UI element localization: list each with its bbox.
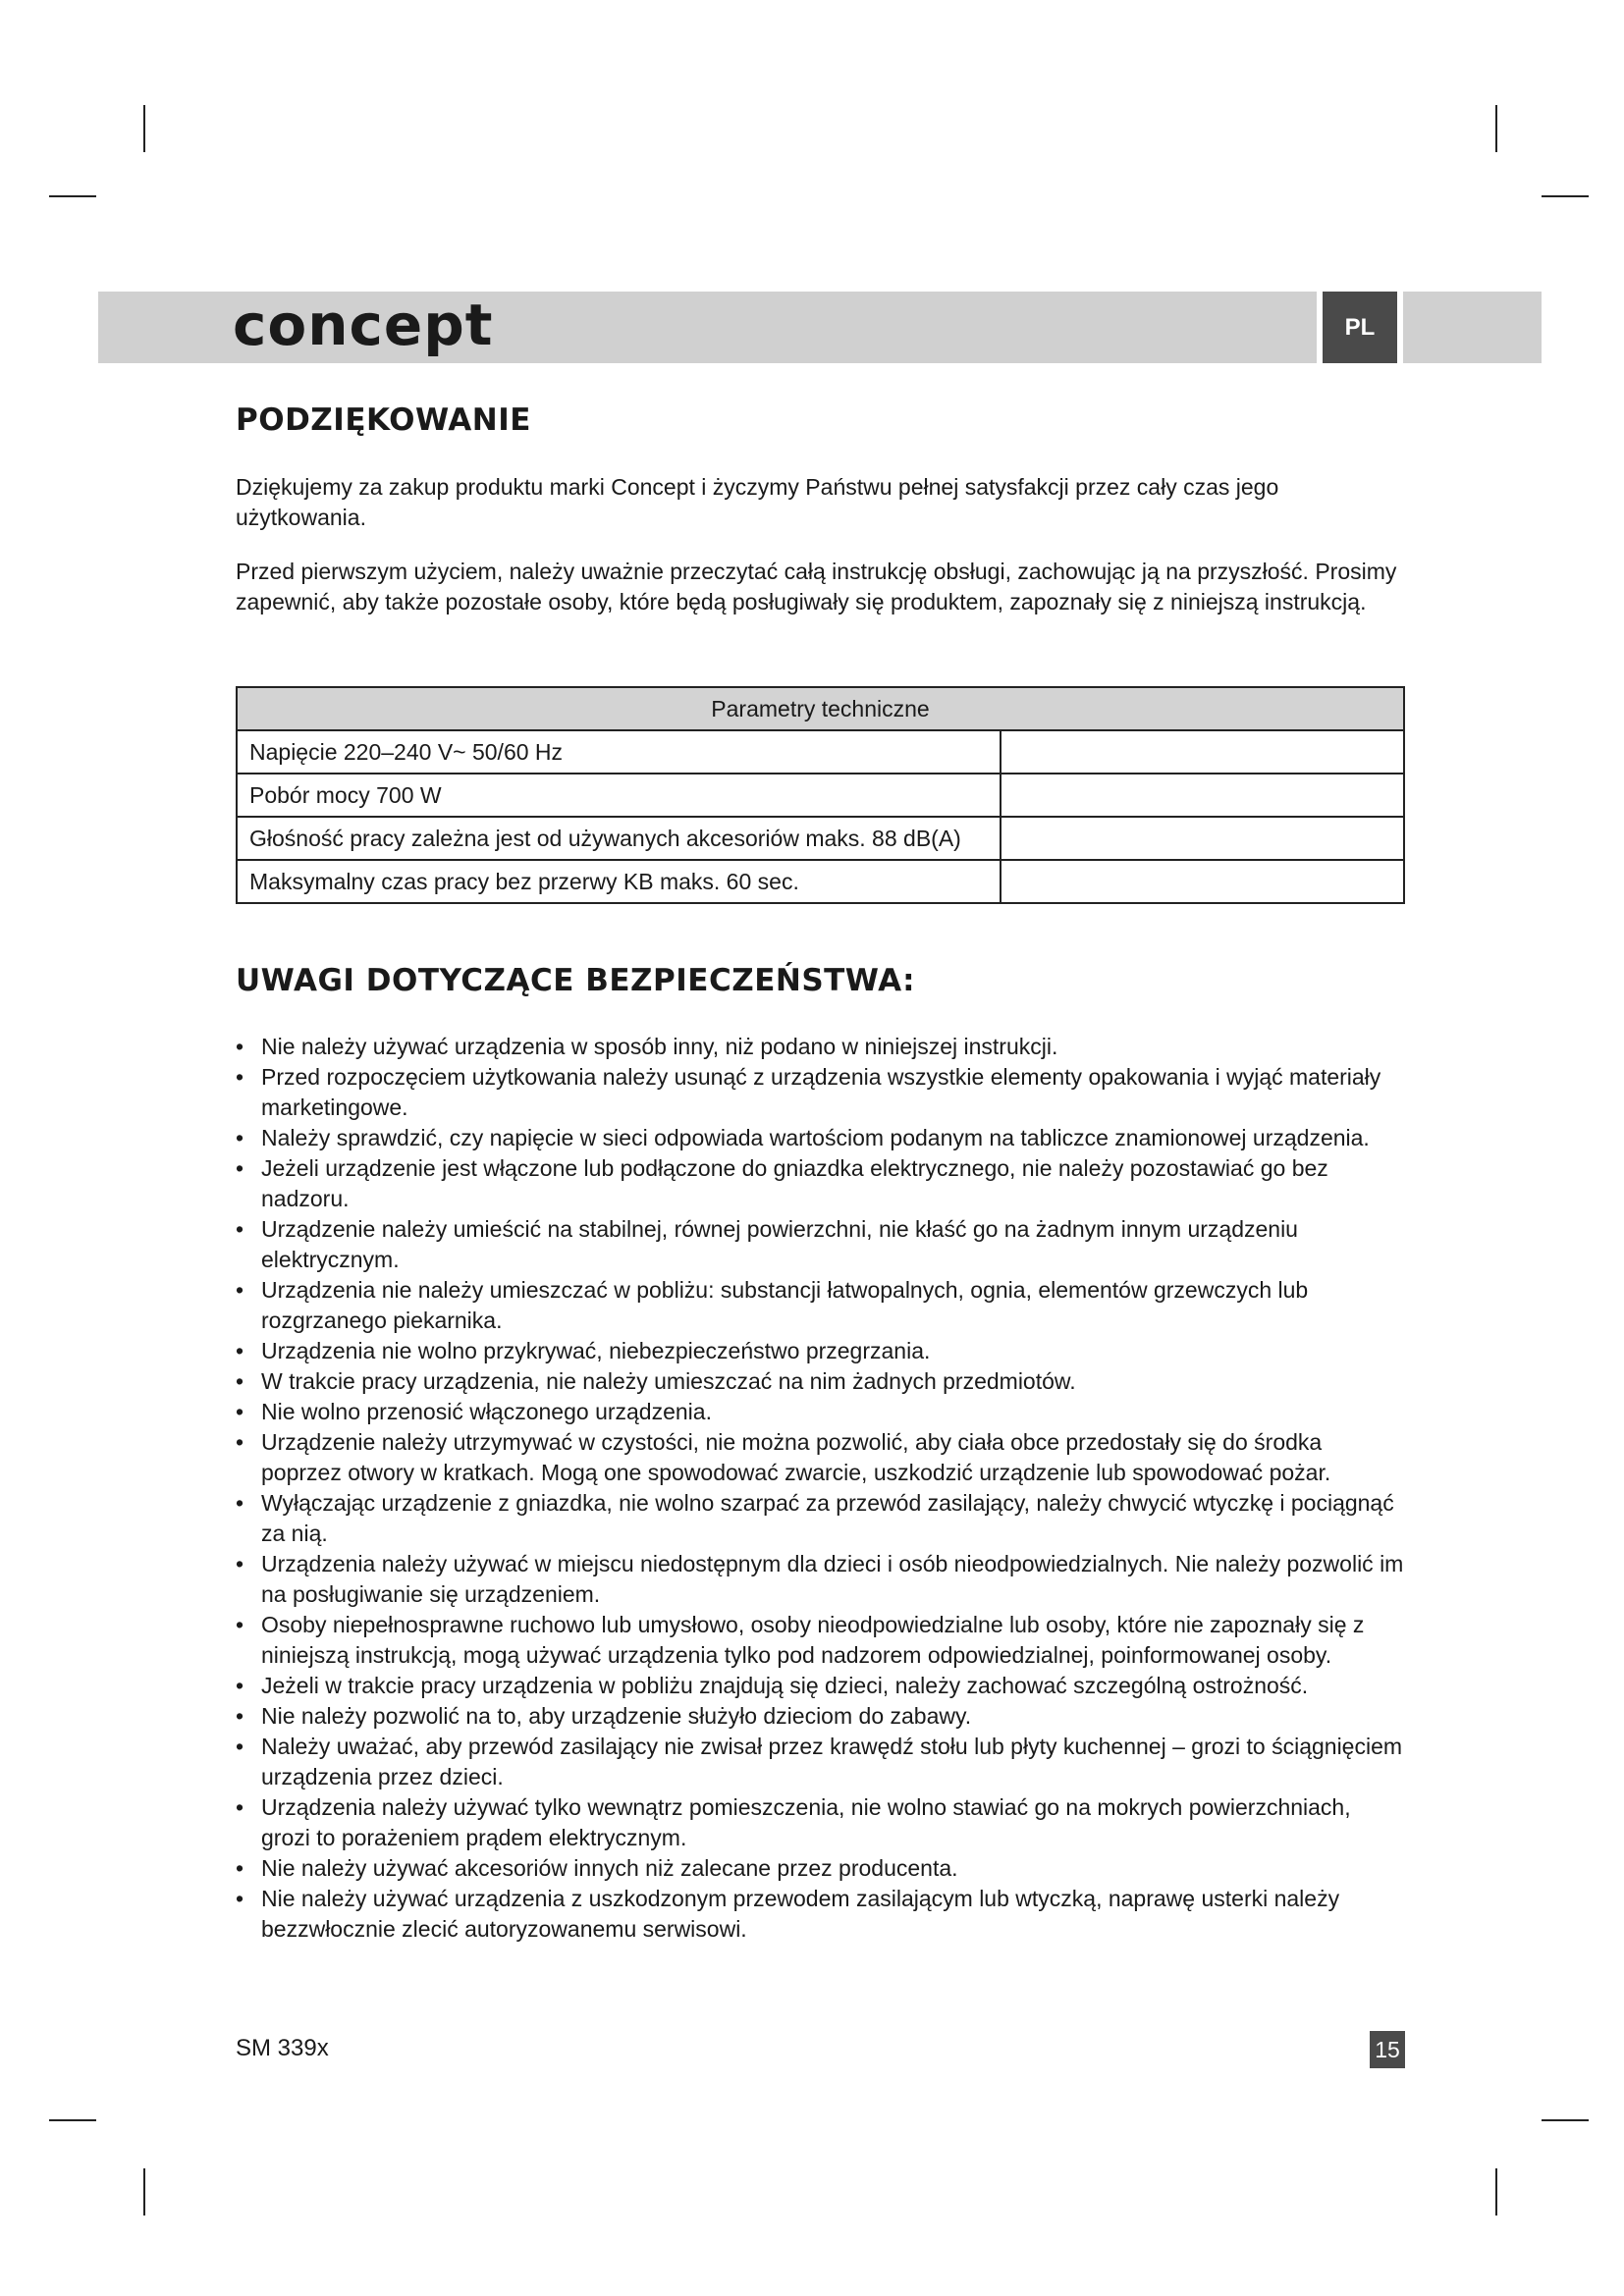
list-item: • Jeżeli urządzenie jest włączone lub podłączone do gniazdka elektrycznego, nie należy pozostawiać go bez nadzoru. xyxy=(236,1153,1404,1214)
crop-mark xyxy=(1542,2119,1589,2121)
crop-mark xyxy=(143,2168,145,2216)
page-number: 15 xyxy=(1370,2031,1405,2068)
list-item: • W trakcie pracy urządzenia, nie należy umieszczać na nim żadnych przedmiotów. xyxy=(236,1366,1404,1397)
crop-mark xyxy=(49,195,96,197)
table-row xyxy=(237,860,1404,903)
list-item: • Urządzenia należy używać tylko wewnątrz pomieszczenia, nie wolno stawiać go na mokrych powierzchniach, grozi to porażeniem prądem elektrycznym. xyxy=(236,1792,1404,1853)
header-divider xyxy=(1397,292,1403,363)
list-item: • Nie wolno przenosić włączonego urządzenia. xyxy=(236,1397,1404,1427)
safety-heading-block xyxy=(236,963,1404,998)
list-item: • Należy uważać, aby przewód zasilający nie zwisał przez krawędź stołu lub płyty kuchennej – grozi to ściągnięciem urządzenia przez dzieci. xyxy=(236,1732,1404,1792)
list-item: • Jeżeli w trakcie pracy urządzenia w pobliżu znajdują się dzieci, należy zachować szczególną ostrożność. xyxy=(236,1671,1404,1701)
list-item: • Należy sprawdzić, czy napięcie w sieci odpowiada wartościom podanym na tabliczce znamionowej urządzenia. xyxy=(236,1123,1404,1153)
spec-label: Napięcie 220–240 V~ 50/60 Hz xyxy=(237,730,1001,774)
safety-heading: UWAGI DOTYCZĄCE BEZPIECZEŃSTWA: xyxy=(236,963,916,998)
language-badge: PL xyxy=(1323,292,1397,363)
crop-mark xyxy=(49,2119,96,2121)
list-item: • Nie należy używać urządzenia z uszkodzonym przewodem zasilającym lub wtyczką, naprawę usterki należy bezzwłocznie zlecić autoryzowanemu serwisowi. xyxy=(236,1884,1404,1945)
list-item: • Urządzenia należy używać w miejscu niedostępnym dla dzieci i osób nieodpowiedzialnych. Nie należy pozwolić im na posługiwanie się urządzeniem. xyxy=(236,1549,1404,1610)
safety-list xyxy=(236,1032,1404,1945)
table-row xyxy=(237,774,1404,817)
list-item: • Przed rozpoczęciem użytkowania należy usunąć z urządzenia wszystkie elementy opakowania i wyjąć materiały marketingowe. xyxy=(236,1062,1404,1123)
thanks-paragraph-2-block xyxy=(236,557,1404,617)
spec-label: Pobór mocy 700 W xyxy=(237,774,1001,817)
table-row xyxy=(237,730,1404,774)
spec-value xyxy=(1001,860,1404,903)
spec-value xyxy=(1001,774,1404,817)
brand-logo: concept xyxy=(233,292,494,358)
spec-table xyxy=(236,686,1405,904)
thanks-heading-block xyxy=(236,402,1404,438)
model-number: SM 339x xyxy=(236,2035,329,2061)
spec-table-header: Parametry techniczne xyxy=(237,687,1404,730)
spec-label: Głośność pracy zależna jest od używanych akcesoriów maks. 88 dB(A) xyxy=(237,817,1001,860)
thanks-paragraph-1-block xyxy=(236,472,1404,533)
list-item: • Urządzenie należy utrzymywać w czystości, nie można pozwolić, aby ciała obce przedostały się do środka poprzez otwory w kratkach. Mogą one spowodować zwarcie, uszkodzić urządzenie lub spowodować pożar. xyxy=(236,1427,1404,1488)
crop-mark xyxy=(1542,195,1589,197)
list-item: • Urządzenia nie należy umieszczać w pobliżu: substancji łatwopalnych, ognia, elementów grzewczych lub rozgrzanego piekarnika. xyxy=(236,1275,1404,1336)
table-row xyxy=(237,817,1404,860)
list-item: • Wyłączając urządzenie z gniazdka, nie wolno szarpać za przewód zasilający, należy chwycić wtyczkę i pociągnąć za nią. xyxy=(236,1488,1404,1549)
spec-value xyxy=(1001,817,1404,860)
list-item: • Urządzenie należy umieścić na stabilnej, równej powierzchni, nie kłaść go na żadnym innym urządzeniu elektrycznym. xyxy=(236,1214,1404,1275)
safety-list-block xyxy=(236,1032,1404,1945)
spec-label: Maksymalny czas pracy bez przerwy KB maks. 60 sec. xyxy=(237,860,1001,903)
thanks-heading: PODZIĘKOWANIE xyxy=(236,402,531,438)
spec-value xyxy=(1001,730,1404,774)
crop-mark xyxy=(143,105,145,152)
list-item: • Osoby niepełnosprawne ruchowo lub umysłowo, osoby nieodpowiedzialne lub osoby, które nie zapoznały się z niniejszą instrukcją, mogą używać urządzenia tylko pod nadzorem odpowiedzialnej, poinformowanej osoby. xyxy=(236,1610,1404,1671)
list-item: • Urządzenia nie wolno przykrywać, niebezpieczeństwo przegrzania. xyxy=(236,1336,1404,1366)
list-item: • Nie należy używać urządzenia w sposób inny, niż podano w niniejszej instrukcji. xyxy=(236,1032,1404,1062)
thanks-paragraph-2: Przed pierwszym użyciem, należy uważnie przeczytać całą instrukcję obsługi, zachowując ją na przyszłość. Prosimy zapewnić, aby także pozostałe osoby, które będą posługiwały się produktem, zapoznały się z niniejszą instrukcją. xyxy=(236,559,1397,614)
spec-table-header-row xyxy=(237,687,1404,730)
crop-mark xyxy=(1495,105,1497,152)
list-item: • Nie należy używać akcesoriów innych niż zalecane przez producenta. xyxy=(236,1853,1404,1884)
crop-mark xyxy=(1495,2168,1497,2216)
thanks-paragraph-1: Dziękujemy za zakup produktu marki Concept i życzymy Państwu pełnej satysfakcji przez cały czas jego użytkowania. xyxy=(236,474,1279,530)
list-item: • Nie należy pozwolić na to, aby urządzenie służyło dzieciom do zabawy. xyxy=(236,1701,1404,1732)
